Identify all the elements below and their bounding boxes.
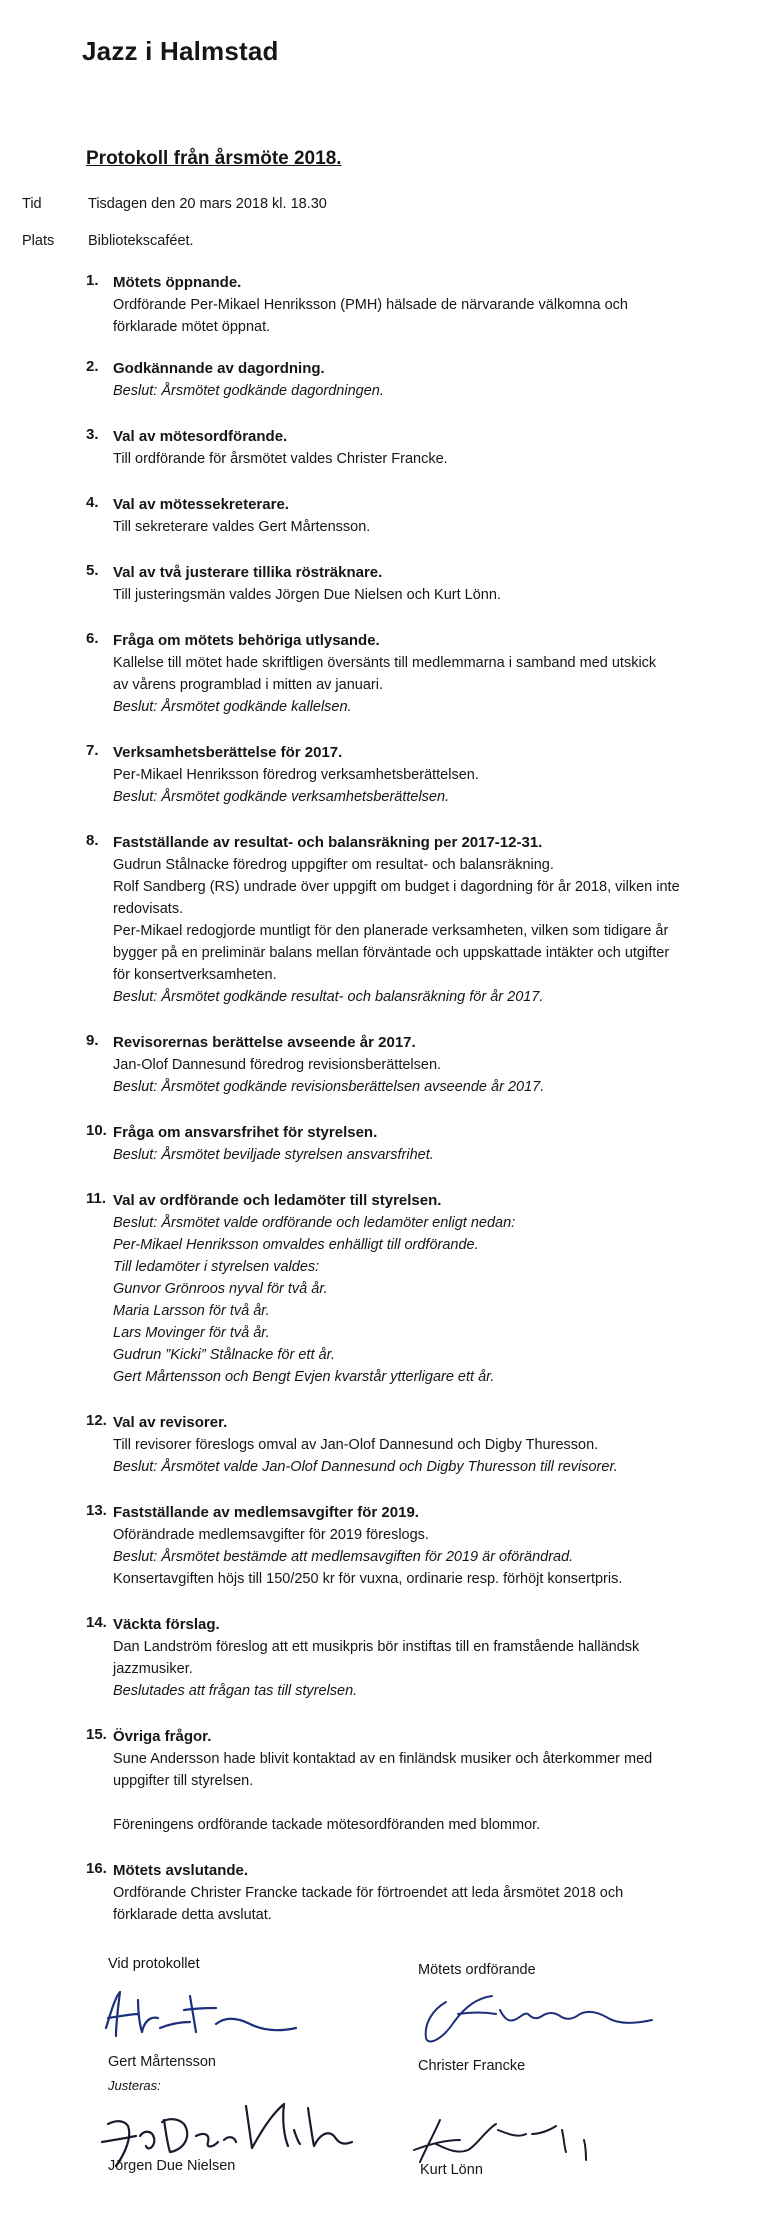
decision-line: Lars Movinger för två år. — [113, 1325, 270, 1341]
item-text-line: Kallelse till mötet hade skriftligen översänts till medlemmarna i samband med utskick — [113, 655, 657, 671]
place-value: Bibliotekscaféet. — [88, 233, 194, 249]
item-number: 3. — [86, 426, 99, 443]
decision-line: Beslut: Årsmötet godkände resultat- och balansräkning för år 2017. — [113, 989, 544, 1005]
item-number: 15. — [86, 1726, 107, 1743]
decision-line: Till ledamöter i styrelsen valdes: — [113, 1259, 320, 1275]
item-title: Mötets öppnande. — [113, 274, 242, 291]
item-number: 8. — [86, 832, 99, 849]
time-value: Tisdagen den 20 mars 2018 kl. 18.30 — [88, 196, 327, 212]
item-text-line: Rolf Sandberg (RS) undrade över uppgift om budget i dagordning för år 2018, vilken inte — [113, 879, 680, 895]
decision-line: Beslut: Årsmötet godkände dagordningen. — [113, 383, 384, 399]
item-number: 7. — [86, 742, 99, 759]
decision-line: Beslut: Årsmötet godkände revisionsberättelsen avseende år 2017. — [113, 1079, 545, 1095]
item-text-line: Till ordförande för årsmötet valdes Christer Francke. — [113, 451, 448, 467]
item-text-line: för konsertverksamheten. — [113, 967, 277, 983]
item-text-line: Konsertavgiften höjs till 150/250 kr för vuxna, ordinarie resp. förhöjt konsertpris. — [113, 1571, 623, 1587]
time-label: Tid — [22, 196, 42, 212]
place-label: Plats — [22, 233, 55, 249]
adjusters-label: Justeras: — [108, 2078, 161, 2093]
item-title: Val av två justerare tillika rösträknare. — [113, 564, 383, 581]
item-title: Revisorernas berättelse avseende år 2017. — [113, 1034, 416, 1051]
item-text-line: Ordförande Per-Mikael Henriksson (PMH) hälsade de närvarande välkomna och — [113, 297, 628, 313]
item-title: Fastställande av resultat- och balansräkning per 2017-12-31. — [113, 834, 543, 851]
meta-place-row — [22, 233, 194, 249]
document-title: Protokoll från årsmöte 2018. — [86, 148, 342, 169]
item-number: 4. — [86, 494, 99, 511]
item-number: 10. — [86, 1122, 107, 1139]
item-title: Väckta förslag. — [113, 1616, 220, 1633]
item-text-line: Dan Landström föreslog att ett musikpris bör instiftas till en framstående halländsk — [113, 1639, 640, 1655]
secretary-signature — [98, 1978, 318, 2058]
item-number: 9. — [86, 1032, 99, 1049]
item-number: 1. — [86, 272, 99, 289]
agenda-item — [86, 1412, 706, 1478]
item-text-line: Per-Mikael Henriksson föredrog verksamhetsberättelsen. — [113, 767, 479, 783]
agenda-item — [86, 562, 706, 606]
item-title: Val av mötessekreterare. — [113, 496, 289, 513]
decision-line: Maria Larsson för två år. — [113, 1303, 270, 1319]
item-text-line: Ordförande Christer Francke tackade för förtroendet att leda årsmötet 2018 och — [113, 1885, 624, 1901]
organization-title: Jazz i Halmstad — [82, 36, 279, 66]
item-text-line: av vårens programblad i mitten av januari. — [113, 677, 383, 693]
item-number: 13. — [86, 1502, 107, 1519]
item-title: Fråga om mötets behöriga utlysande. — [113, 632, 380, 649]
decision-line: Beslut: Årsmötet valde Jan-Olof Dannesund och Digby Thuresson till revisorer. — [113, 1459, 618, 1475]
item-text-line: Oförändrade medlemsavgifter för 2019 föreslogs. — [113, 1527, 429, 1543]
item-text-line: Gudrun Stålnacke föredrog uppgifter om resultat- och balansräkning. — [113, 857, 554, 873]
item-title: Val av revisorer. — [113, 1414, 228, 1431]
item-text-line: redovisats. — [113, 901, 184, 917]
decision-line: Beslutades att frågan tas till styrelsen. — [113, 1683, 358, 1699]
item-number: 11. — [86, 1190, 107, 1207]
item-title: Verksamhetsberättelse för 2017. — [113, 744, 343, 761]
item-number: 16. — [86, 1860, 107, 1877]
meta-time-row — [22, 196, 327, 212]
agenda-item — [86, 1032, 706, 1098]
agenda-item — [86, 426, 706, 470]
item-text-line: Per-Mikael redogjorde muntligt för den planerade verksamheten, vilken som tidigare år — [113, 923, 669, 939]
item-title: Val av ordförande och ledamöter till styrelsen. — [113, 1192, 442, 1209]
adjuster1-name: Jörgen Due Nielsen — [108, 2158, 236, 2174]
agenda-item — [86, 358, 706, 402]
item-number: 6. — [86, 630, 99, 647]
item-title: Övriga frågor. — [113, 1728, 212, 1745]
chair-label: Mötets ordförande — [418, 1962, 536, 1978]
agenda-item — [86, 1614, 706, 1702]
item-text-line: Till justeringsmän valdes Jörgen Due Nielsen och Kurt Lönn. — [113, 587, 501, 603]
item-title: Fråga om ansvarsfrihet för styrelsen. — [113, 1124, 378, 1141]
decision-line: Beslut: Årsmötet godkände verksamhetsberättelsen. — [113, 789, 450, 805]
protocol-label: Vid protokollet — [108, 1956, 200, 1972]
secretary-name: Gert Mårtensson — [108, 2054, 216, 2070]
item-text-line: Till revisorer föreslogs omval av Jan-Olof Dannesund och Digby Thuresson. — [113, 1437, 599, 1453]
decision-line: Beslut: Årsmötet bestämde att medlemsavgiften för 2019 är oförändrad. — [113, 1549, 574, 1565]
item-text-line: jazzmusiker. — [113, 1661, 193, 1677]
agenda-item — [86, 1726, 706, 1836]
item-text-line: Till sekreterare valdes Gert Mårtensson. — [113, 519, 371, 535]
item-number: 5. — [86, 562, 99, 579]
item-number: 2. — [86, 358, 99, 375]
item-title: Fastställande av medlemsavgifter för 2019. — [113, 1504, 419, 1521]
item-text-line: Sune Andersson hade blivit kontaktad av en finländsk musiker och återkommer med — [113, 1751, 653, 1767]
decision-line: Beslut: Årsmötet valde ordförande och ledamöter enligt nedan: — [113, 1215, 516, 1231]
decision-line: Gert Mårtensson och Bengt Evjen kvarstår ytterligare ett år. — [113, 1369, 495, 1385]
item-text-line: förklarade mötet öppnat. — [113, 319, 271, 335]
agenda-item — [86, 630, 706, 718]
item-title: Mötets avslutande. — [113, 1862, 249, 1879]
decision-line: Beslut: Årsmötet godkände kallelsen. — [113, 699, 352, 715]
item-text-line: förklarade detta avslutat. — [113, 1907, 272, 1923]
item-text-line: Föreningens ordförande tackade mötesordföranden med blommor. — [113, 1817, 541, 1833]
decision-line: Gudrun ”Kicki” Stålnacke för ett år. — [113, 1347, 335, 1363]
item-number: 14. — [86, 1614, 107, 1631]
item-text-line — [113, 1792, 706, 1814]
decision-line: Gunvor Grönroos nyval för två år. — [113, 1281, 328, 1297]
agenda-item — [86, 1122, 706, 1166]
agenda-item — [86, 272, 706, 338]
chair-name: Christer Francke — [418, 2058, 526, 2074]
decision-line: Beslut: Årsmötet beviljade styrelsen ansvarsfrihet. — [113, 1147, 434, 1163]
adjuster2-name: Kurt Lönn — [420, 2162, 483, 2178]
agenda-item — [86, 494, 706, 538]
item-title: Godkännande av dagordning. — [113, 360, 325, 377]
decision-line: Per-Mikael Henriksson omvaldes enhälligt till ordförande. — [113, 1237, 479, 1253]
item-text-line: bygger på en preliminär balans mellan förväntade och uppskattade intäkter och utgifter — [113, 945, 670, 961]
agenda-items — [86, 272, 706, 1950]
agenda-item — [86, 742, 706, 808]
chair-signature — [412, 1984, 662, 2054]
agenda-item — [86, 1190, 706, 1388]
agenda-item — [86, 832, 706, 1008]
agenda-item — [86, 1502, 706, 1590]
item-number: 12. — [86, 1412, 107, 1429]
item-text-line: Jan-Olof Dannesund föredrog revisionsberättelsen. — [113, 1057, 442, 1073]
item-title: Val av mötesordförande. — [113, 428, 288, 445]
agenda-item — [86, 1860, 706, 1926]
item-text-line: uppgifter till styrelsen. — [113, 1773, 254, 1789]
